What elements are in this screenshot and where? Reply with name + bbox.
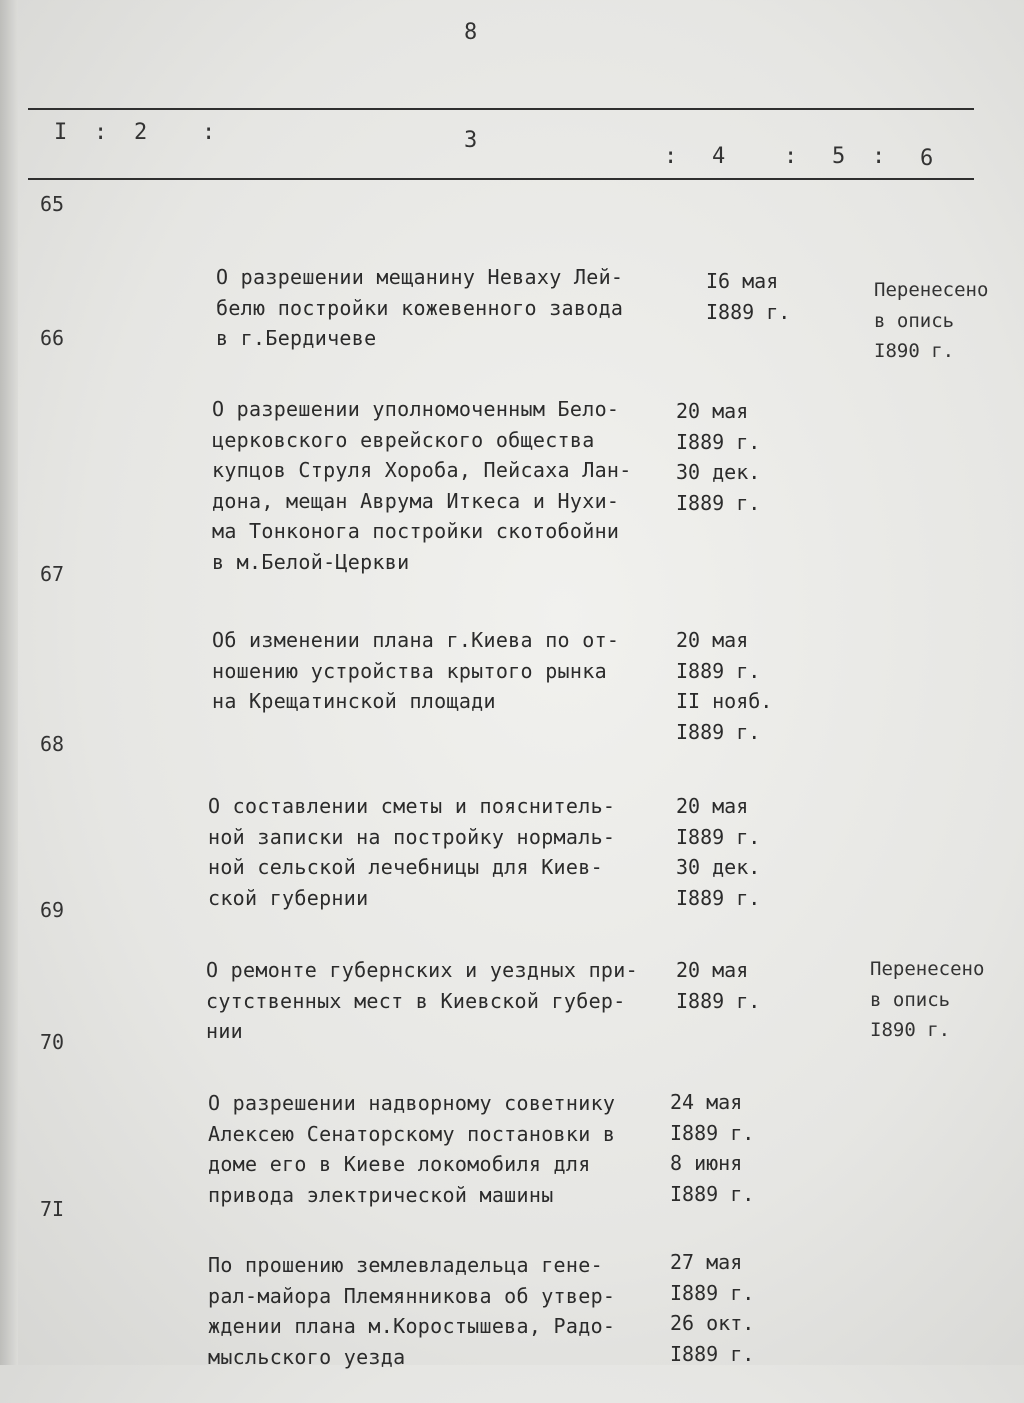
header-sep: : bbox=[94, 120, 110, 145]
entry-number: 69 bbox=[40, 898, 65, 922]
entry-description: О ремонте губернских и уездных при- сутственных мест в Киевской губер- нии bbox=[206, 958, 638, 1043]
header-sep: : bbox=[202, 120, 218, 145]
entry-dates: 27 мая I889 г. 26 окт. I889 г. bbox=[670, 1250, 755, 1366]
entry-description: Об изменении плана г.Киева по от- ношению устройства крытого рынка на Крещатинской площади bbox=[212, 628, 620, 713]
entry-note: Перенесено в опись I890 г. bbox=[870, 958, 985, 1041]
entry-dates: 20 мая I889 г. 30 дек. I889 г. bbox=[676, 794, 761, 910]
entry-number: 67 bbox=[40, 562, 65, 586]
entry-description: О разрешении мещанину Неваху Лей- белю постройки кожевенного завода в г.Бердичеве bbox=[216, 265, 624, 350]
entry-dates: I6 мая I889 г. bbox=[706, 269, 791, 324]
page-number: 8 bbox=[464, 20, 478, 45]
header-col-2: 2 bbox=[134, 120, 150, 145]
entry-number: 65 bbox=[40, 192, 65, 216]
header-col-1: I bbox=[54, 120, 70, 145]
header-col-3: 3 bbox=[464, 128, 480, 153]
header-col-6: 6 bbox=[920, 146, 936, 171]
entry-description: По прошению землевладельца гене- рал-майора Племянникова об утвер- ждении плана м.Коростышева, Радо- мысльского уезда bbox=[208, 1253, 616, 1369]
entry-number: 66 bbox=[40, 326, 65, 350]
header-bottom-rule bbox=[28, 178, 974, 180]
entry-description: О разрешении надворному советнику Алексею Сенаторскому постановки в доме его в Киеве локомобиля для привода электрической машины bbox=[208, 1091, 616, 1207]
header-col-4: 4 bbox=[712, 144, 728, 169]
page-binding-edge bbox=[0, 0, 18, 1365]
entry-number: 70 bbox=[40, 1030, 65, 1054]
entry-number: 7I bbox=[40, 1197, 65, 1221]
header-sep: : bbox=[784, 144, 800, 169]
header-sep: : bbox=[664, 144, 680, 169]
entry-dates: 20 мая I889 г. II нояб. I889 г. bbox=[676, 628, 773, 744]
entry-dates: 20 мая I889 г. 30 дек. I889 г. bbox=[676, 399, 761, 515]
entry-dates: 24 мая I889 г. 8 июня I889 г. bbox=[670, 1090, 755, 1206]
header-col-5: 5 bbox=[832, 144, 848, 169]
entry-dates: 20 мая I889 г. bbox=[676, 958, 761, 1013]
header-sep: : bbox=[872, 144, 888, 169]
entry-description: О составлении сметы и пояснитель- ной записки на постройку нормаль- ной сельской лечебницы для Киев- ской губернии bbox=[208, 794, 616, 910]
entry-description: О разрешении уполномоченным Бело- церковского еврейского общества купцов Струля Хороба, Пейсаха Лан- дона, мещан Аврума Иткеса и Нухи- ма Тонконога постройки скотобойни в м.Белой-Церкви bbox=[212, 397, 632, 574]
entry-number: 68 bbox=[40, 732, 65, 756]
entry-note: Перенесено в опись I890 г. bbox=[874, 279, 989, 362]
header-top-rule bbox=[28, 108, 974, 110]
